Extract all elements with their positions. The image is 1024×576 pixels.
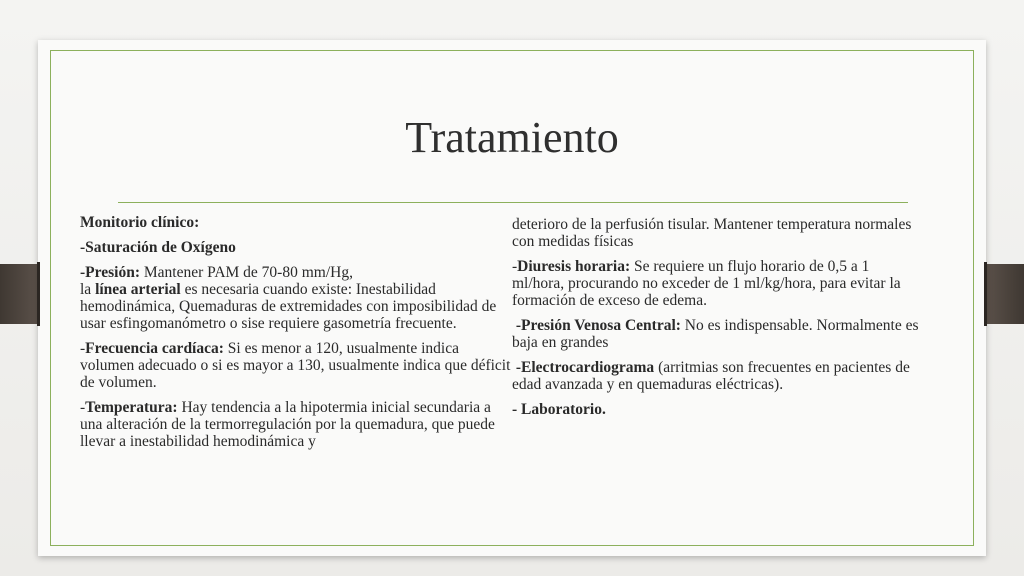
- heart-rate-dash: -: [80, 340, 86, 357]
- diuresis-dash: -: [512, 258, 518, 275]
- temperature-label: Temperatura:: [85, 399, 178, 416]
- left-binder-tab: [0, 264, 38, 324]
- central-venous-pressure-item: [512, 317, 922, 351]
- laboratory-item: - Laboratorio.: [512, 401, 606, 418]
- arterial-line-label: línea arterial: [95, 281, 181, 298]
- arterial-line-text: es necesaria cuando existe: Inestabilidad hemodinámica, Quemaduras de extremidades con imposibilidad de usar esfingomanómetro o sise requiere gasometría frecuente.: [80, 281, 497, 332]
- right-tab-edge: [984, 262, 987, 326]
- diuresis-label: Diuresis horaria:: [517, 258, 631, 275]
- temperature-dash: -: [80, 399, 86, 416]
- right-binder-tab: [986, 264, 1024, 324]
- heart-rate-item: [80, 340, 512, 391]
- continuation-text: deterioro de la perfusión tisular. Mantener temperatura normales con medidas físicas: [512, 216, 912, 250]
- ecg-label: -Electrocardiograma: [512, 359, 655, 376]
- oxygen-saturation-item: -Saturación de Oxígeno: [80, 239, 236, 256]
- heart-rate-label: Frecuencia cardíaca:: [85, 340, 224, 357]
- heart-rate-text: Si es menor a 120, usualmente indica volumen adecuado o si es mayor a 130, usualmente indica que déficit de volumen.: [80, 340, 511, 391]
- diuresis-text: Se requiere un flujo horario de 0,5 a 1 ml/hora, procurando no exceder de 1 ml/kg/hora, para evitar la formación de exceso de edema.: [512, 258, 901, 309]
- monitoring-heading: Monitorio clínico:: [80, 214, 200, 231]
- electrocardiogram-item: [512, 359, 922, 393]
- pressure-la-text: la: [80, 281, 96, 298]
- temperature-item: [80, 399, 512, 450]
- ecg-text: (arritmias son frecuentes en pacientes de edad avanzada y en quemaduras eléctricas).: [512, 359, 914, 393]
- diuresis-item: [512, 258, 922, 309]
- pressure-label: -Presión:: [80, 264, 140, 281]
- left-column: [80, 214, 512, 458]
- left-tab-edge: [37, 262, 40, 326]
- pressure-item: [80, 264, 512, 332]
- title-divider: [118, 202, 908, 203]
- temperature-text: Hay tendencia a la hipotermia inicial secundaria a una alteración de la termorregulación por la quemadura, que puede llevar a inestabilidad hemodinámica y: [80, 399, 495, 450]
- cvp-text: No es indispensable. Normalmente es baja en grandes: [512, 317, 923, 351]
- cvp-label: -Presión Venosa Central:: [512, 317, 681, 334]
- pressure-text: Mantener PAM de 70-80 mm/Hg,: [139, 264, 353, 281]
- right-column: [512, 216, 922, 426]
- slide-title: Tratamiento: [405, 113, 619, 162]
